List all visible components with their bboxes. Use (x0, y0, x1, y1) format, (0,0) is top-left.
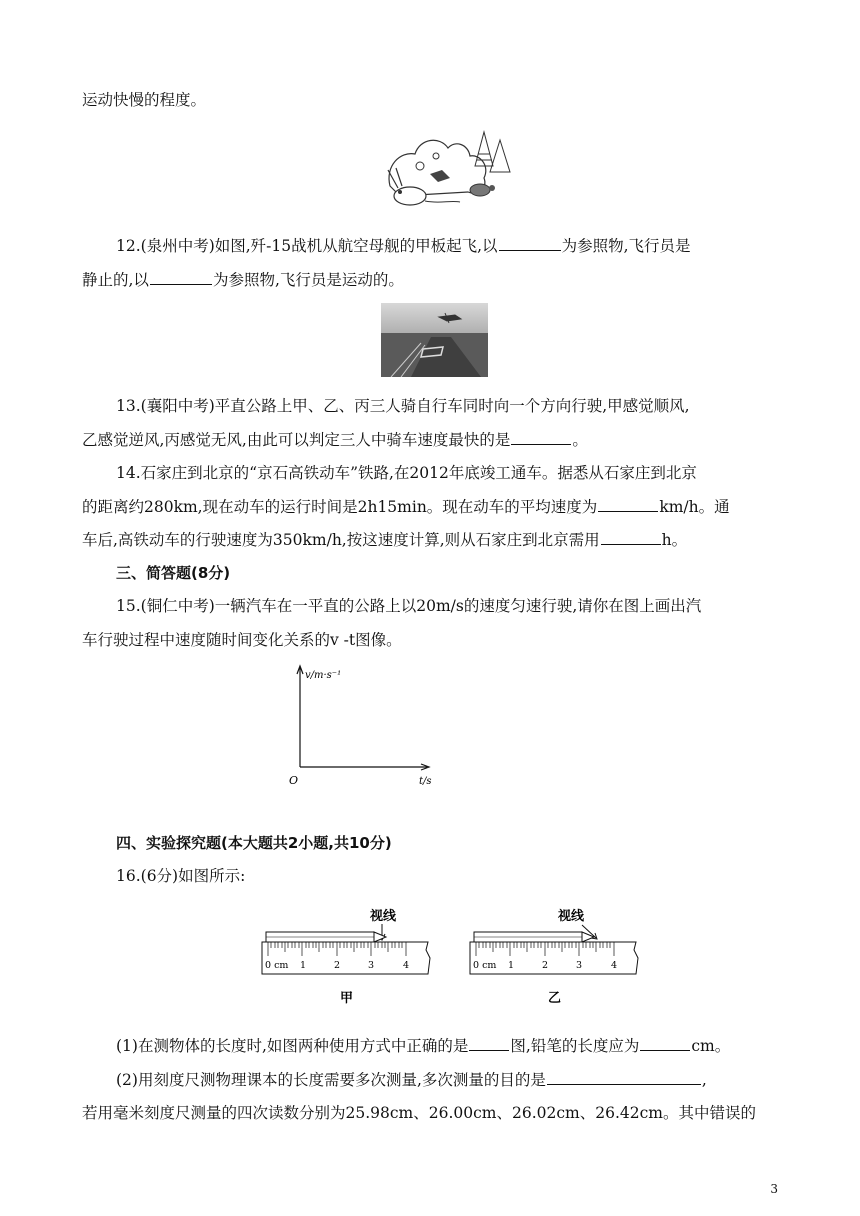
tick-label: 3 (576, 960, 583, 971)
q12-text: 为参照物,飞行员是 (561, 237, 691, 255)
part-2-text: , (701, 1071, 707, 1089)
page-number: 3 (770, 1182, 778, 1196)
ruler-figure-a (258, 900, 434, 1010)
section-3-heading: 三、简答题(8分) (116, 564, 231, 582)
section-4-heading: 四、实验探究题(本大题共2小题,共10分) (116, 834, 392, 852)
question-14-line (82, 530, 687, 550)
part-1-text: 图,铅笔的长度应为 (510, 1037, 640, 1055)
question-13-line (82, 430, 588, 450)
answer-blank[interactable] (511, 430, 571, 445)
figure-label-b: 乙 (548, 991, 562, 1006)
x-axis-label: t/s (419, 776, 432, 787)
question-15-line: 15.(铜仁中考)一辆汽车在一平直的公路上以20m/s的速度匀速行驶,请你在图上画出汽 (116, 597, 702, 615)
q14-text: 的距离约280km,现在动车的运行时间是2h15min。现在动车的平均速度为 (82, 498, 598, 516)
answer-blank[interactable] (499, 236, 561, 251)
question-12-line (82, 270, 404, 290)
tick-label: 4 (611, 960, 618, 971)
part-2-line: 若用毫米刻度尺测量的四次读数分别为25.98cm、26.00cm、26.02cm、26.42cm。其中错误的 (82, 1104, 757, 1122)
q13-text: 乙感觉逆风,丙感觉无风,由此可以判定三人中骑车速度最快的是 (82, 431, 511, 449)
sight-label: 视线 (370, 909, 397, 924)
q12-text: 静止的,以 (82, 271, 149, 289)
q14-text: h。 (661, 531, 688, 549)
question-14-line (82, 497, 730, 517)
q14-text: km/h。通 (659, 498, 730, 516)
y-axis-label: v/m·s⁻¹ (305, 670, 342, 681)
part-2-text: (2)用刻度尺测物理课本的长度需要多次测量,多次测量的目的是 (116, 1071, 546, 1089)
ruler-figure-b (466, 900, 642, 1010)
vt-graph-axes (285, 660, 435, 790)
tick-label: 0 cm (265, 960, 289, 971)
part-1-line (116, 1036, 730, 1056)
question-12-line (116, 236, 691, 256)
answer-blank[interactable] (640, 1036, 690, 1051)
part-2-line (116, 1070, 707, 1090)
answer-blank[interactable] (469, 1036, 509, 1051)
tick-label: 1 (300, 960, 307, 971)
answer-blank[interactable] (150, 270, 212, 285)
figure-label-a: 甲 (340, 991, 354, 1006)
sight-label: 视线 (558, 909, 585, 924)
tick-label: 0 cm (473, 960, 497, 971)
carrier-jet-photo (381, 303, 488, 377)
rabbit-tortoise-illustration (380, 126, 515, 214)
question-13-line: 13.(襄阳中考)平直公路上甲、乙、丙三人骑自行车同时向一个方向行驶,甲感觉顺风, (116, 397, 690, 415)
tick-label: 4 (403, 960, 410, 971)
q12-text: 12.(泉州中考)如图,歼-15战机从航空母舰的甲板起飞,以 (116, 237, 498, 255)
answer-blank[interactable] (547, 1070, 701, 1085)
question-15-line: 车行驶过程中速度随时间变化关系的v -t图像。 (82, 631, 402, 649)
text-line: 运动快慢的程度。 (82, 91, 207, 109)
tick-label: 1 (508, 960, 515, 971)
q13-text: 。 (572, 431, 588, 449)
tick-label: 2 (542, 960, 549, 971)
answer-blank[interactable] (601, 530, 661, 545)
question-14-line: 14.石家庄到北京的“京石高铁动车”铁路,在2012年底竣工通车。据悉从石家庄到北京 (116, 464, 697, 482)
q12-text: 为参照物,飞行员是运动的。 (212, 271, 404, 289)
q14-text: 车后,高铁动车的行驶速度为350km/h,按这速度计算,则从石家庄到北京需用 (82, 531, 600, 549)
tick-label: 3 (368, 960, 375, 971)
tick-label: 2 (334, 960, 341, 971)
question-16-line: 16.(6分)如图所示: (116, 867, 246, 885)
part-1-text: (1)在测物体的长度时,如图两种使用方式中正确的是 (116, 1037, 469, 1055)
answer-blank[interactable] (598, 497, 658, 512)
part-1-text: cm。 (691, 1037, 731, 1055)
origin-label: O (289, 774, 299, 787)
